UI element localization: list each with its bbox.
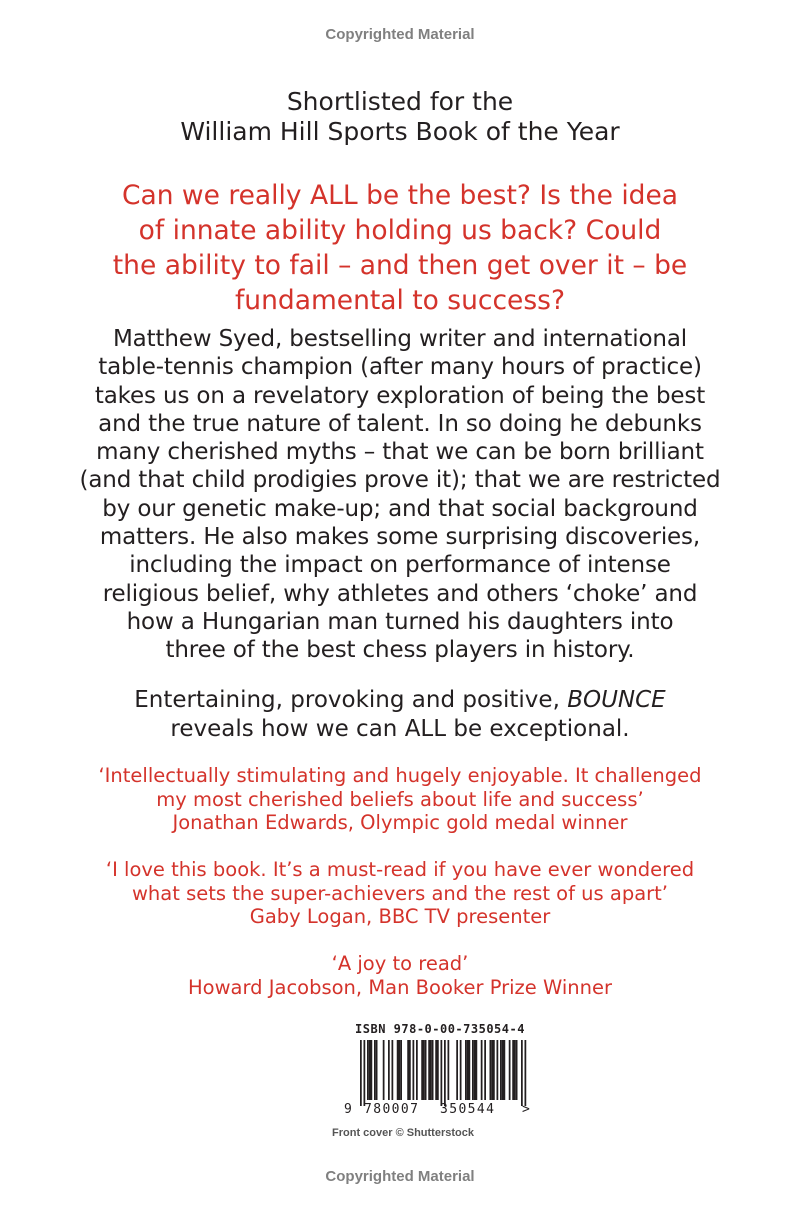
copyright-watermark-top: Copyrighted Material	[325, 26, 475, 43]
summary-statement	[0, 686, 800, 744]
tagline-questions	[0, 178, 800, 318]
blurb-description	[0, 325, 800, 665]
barcode-bar	[437, 1040, 439, 1100]
barcode-bar	[369, 1040, 371, 1100]
description-line: by our genetic make-up; and that social background	[102, 495, 698, 522]
barcode-bar	[383, 1040, 385, 1100]
barcode-bar	[397, 1040, 399, 1100]
barcode-bar	[460, 1040, 462, 1100]
barcode-icon	[340, 1040, 540, 1106]
shortlist-line: Shortlisted for the	[286, 87, 514, 116]
barcode-bar	[476, 1040, 478, 1100]
barcode-bar	[399, 1040, 401, 1100]
quote-line: ‘Intellectually stimulating and hugely enjoyable. It challenged	[98, 764, 702, 787]
description-line: takes us on a revelatory exploration of being the best	[94, 382, 706, 409]
isbn-label: ISBN 978-0-00-735054-4	[355, 1022, 525, 1036]
barcode-bar	[367, 1040, 369, 1100]
barcode-bar	[516, 1040, 518, 1100]
barcode-bar	[435, 1040, 437, 1100]
barcode-bar	[509, 1040, 511, 1100]
barcode-bar	[521, 1040, 523, 1106]
quote-line: what sets the super-achievers and the rest of us apart’	[131, 881, 669, 905]
shortlist-line: William Hill Sports Book of the Year	[180, 117, 620, 146]
shortlist-heading	[0, 87, 800, 147]
barcode-bar	[474, 1040, 476, 1100]
barcode-bar	[360, 1040, 362, 1106]
barcode-bar	[371, 1040, 373, 1100]
barcode-bar	[502, 1040, 504, 1100]
barcode-bar	[514, 1040, 516, 1100]
description-line: three of the best chess players in history.	[165, 637, 635, 664]
summary-line: reveals how we can ALL be exceptional.	[170, 716, 630, 742]
quote-line: my most cherished beliefs about life and success’	[156, 787, 644, 811]
summary-prefix: Entertaining, provoking and positive,	[134, 687, 568, 713]
barcode-bar	[467, 1040, 469, 1100]
quote-attribution: Howard Jacobson, Man Booker Prize Winner	[188, 975, 612, 999]
description-line: how a Hungarian man turned his daughters into	[126, 608, 674, 635]
barcode-bar	[416, 1040, 418, 1100]
barcode-bar	[497, 1040, 499, 1100]
ean-quiet-zone-arrow: >	[522, 1102, 530, 1117]
question-line: fundamental to success?	[234, 285, 566, 316]
barcode-bar	[364, 1040, 366, 1106]
barcode-bar	[400, 1040, 402, 1100]
barcode-bar	[392, 1040, 394, 1100]
copyright-watermark-bottom: Copyrighted Material	[325, 1168, 475, 1185]
book-title: BOUNCE	[567, 687, 666, 713]
ean-left-group: 780007	[364, 1102, 420, 1117]
description-line: and the true nature of talent. In so doing he debunks	[98, 410, 702, 437]
description-line: Matthew Syed, bestselling writer and international	[112, 326, 688, 352]
question-line: the ability to fail – and then get over it – be	[112, 250, 688, 281]
barcode-bar	[441, 1040, 443, 1106]
barcode-bar	[428, 1040, 430, 1100]
barcode-bar	[456, 1040, 458, 1100]
barcode-bar	[481, 1040, 483, 1100]
barcode-bar	[512, 1040, 514, 1100]
description-line: many cherished myths – that we can be born brilliant	[96, 439, 704, 466]
description-line: religious belief, why athletes and others ‘choke’ and	[102, 580, 698, 607]
barcode-bar	[425, 1040, 427, 1100]
review-quote	[0, 952, 800, 999]
description-line: matters. He also makes some surprising discoveries,	[99, 524, 701, 551]
description-line: table-tennis champion (after many hours of practice)	[98, 354, 702, 381]
barcode-bar	[409, 1040, 411, 1100]
ean-right-group: 350544	[440, 1102, 496, 1117]
barcode-bar	[374, 1040, 376, 1100]
barcode-bar	[525, 1040, 527, 1106]
barcode-bar	[472, 1040, 474, 1100]
barcode-bar	[484, 1040, 486, 1100]
quote-attribution: Jonathan Edwards, Olympic gold medal winner	[172, 811, 628, 834]
quote-line: ‘A joy to read’	[331, 952, 469, 975]
barcode-bar	[490, 1040, 492, 1100]
review-quote	[0, 764, 800, 835]
barcode-bar	[432, 1040, 434, 1100]
question-line: of innate ability holding us back? Could	[138, 215, 662, 246]
barcode-bar	[465, 1040, 467, 1100]
description-line: including the impact on performance of intense	[129, 552, 671, 579]
barcode-bar	[388, 1040, 390, 1100]
barcode-bar	[469, 1040, 471, 1100]
question-line: Can we really ALL be the best? Is the idea	[121, 180, 679, 211]
barcode-bar	[493, 1040, 495, 1100]
barcode-bar	[491, 1040, 493, 1100]
barcode-bar	[421, 1040, 423, 1100]
barcode-bar	[500, 1040, 502, 1100]
barcode-bar	[376, 1040, 378, 1100]
barcode-bar	[423, 1040, 425, 1100]
quote-line: ‘I love this book. It’s a must-read if you have ever wondered	[105, 858, 695, 881]
cover-credit: Front cover © Shutterstock	[332, 1127, 474, 1139]
isbn-barcode	[340, 1022, 540, 1124]
barcode-bar	[407, 1040, 409, 1100]
barcode-bar	[448, 1040, 450, 1100]
barcode-bar	[504, 1040, 506, 1100]
description-line: (and that child prodigies prove it); that we are restricted	[79, 467, 721, 494]
ean-first-digit: 9	[344, 1102, 352, 1117]
review-quote	[0, 858, 800, 929]
barcode-bar	[413, 1040, 415, 1100]
barcode-bar	[430, 1040, 432, 1100]
barcode-bar	[444, 1040, 446, 1106]
quote-attribution: Gaby Logan, BBC TV presenter	[249, 905, 551, 928]
summary-line	[0, 686, 800, 715]
